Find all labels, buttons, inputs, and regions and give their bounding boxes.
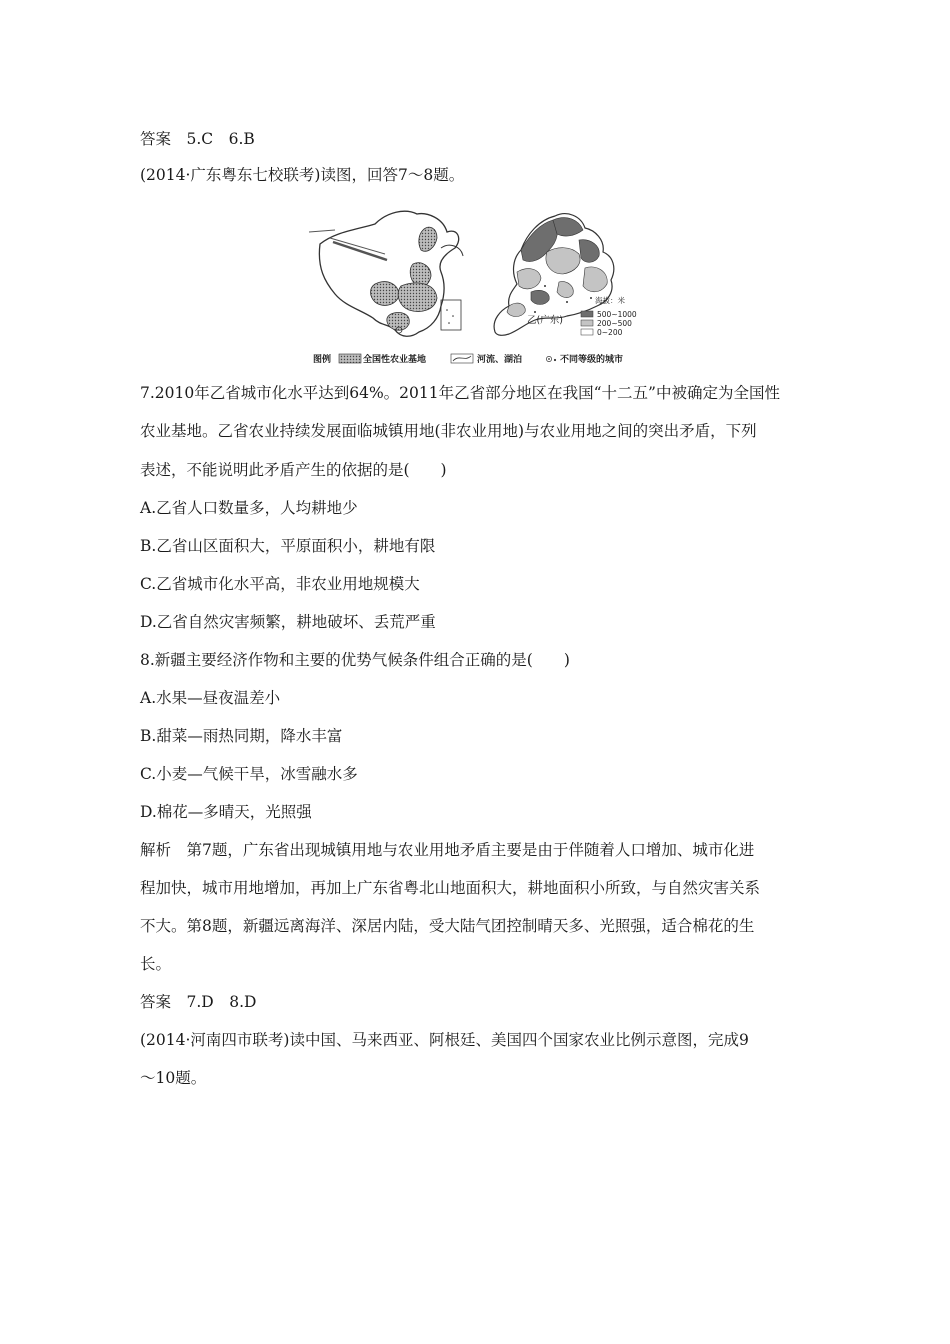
q7-option-c: C.乙省城市化水平高，非农业用地规模大 (140, 575, 420, 593)
q7-option-b: B.乙省山区面积大，平原面积小，耕地有限 (140, 537, 436, 555)
legend-agri-label: 全国性农业基地 (363, 355, 427, 365)
map-figure-svg (295, 202, 665, 370)
source-line-2-cont: ～10题。 (140, 1069, 207, 1087)
q8-option-d: D.棉花—多晴天，光照强 (140, 803, 312, 821)
map-figure (295, 202, 665, 370)
q7-stem-line-3: 表述，不能说明此矛盾产生的依据的是( ) (140, 461, 447, 479)
q7-stem-line-2: 农业基地。乙省农业持续发展面临城镇用地(非农业用地)与农业用地之间的突出矛盾，下列 (140, 422, 757, 440)
answer-line-2: 答案 7.D 8.D (140, 993, 257, 1011)
q8-option-b: B.甜菜—雨热同期，降水丰富 (140, 727, 343, 745)
analysis-line-2: 程加快，城市用地增加，再加上广东省粤北山地面积大，耕地面积小所致，与自然灾害关系 (140, 879, 761, 897)
answer-line-1: 答案 5.C 6.B (140, 130, 255, 148)
q7-option-a: A.乙省人口数量多，人均耕地少 (140, 499, 358, 517)
legend-river-label: 河流、湖泊 (477, 355, 523, 365)
elevation-range-mid: 200~500 (597, 319, 632, 328)
elevation-swatch-high (581, 311, 593, 317)
elevation-title: 海拔：米 (595, 296, 625, 305)
q8-option-c: C.小麦—气候干旱，冰雪融水多 (140, 765, 358, 783)
legend-agri-swatch (339, 354, 361, 363)
source-line-1: (2014·广东粤东七校联考)读图，回答7～8题。 (140, 166, 465, 184)
agri-base-south (387, 312, 409, 330)
province-label: 乙(广东) (527, 315, 563, 326)
analysis-line-4: 长。 (140, 955, 172, 973)
agri-base-sichuan (371, 282, 400, 306)
q8-stem: 8.新疆主要经济作物和主要的优势气候条件组合正确的是( ) (140, 651, 570, 669)
agri-base-yangtze (398, 283, 437, 312)
legend-city-label: 不同等级的城市 (560, 355, 624, 365)
analysis-line-1: 解析 第7题，广东省出现城镇用地与农业用地矛盾主要是由于伴随着人口增加、城市化进 (140, 841, 755, 859)
q8-option-a: A.水果—昼夜温差小 (140, 689, 281, 707)
elevation-range-high: 500~1000 (597, 310, 637, 319)
q7-stem-line-1: 7.2010年乙省城市化水平达到64%。2011年乙省部分地区在我国“十二五”中被确定为全国性 (140, 384, 780, 402)
elevation-range-low: 0~200 (597, 328, 623, 337)
agri-base-northeast (419, 227, 437, 251)
legend-prefix: 图例 (313, 355, 332, 365)
analysis-line-3: 不大。第8题，新疆远离海洋、深居内陆，受大陆气团控制晴天多、光照强，适合棉花的生 (140, 917, 755, 935)
source-line-2: (2014·河南四市联考)读中国、马来西亚、阿根廷、美国四个国家农业比例示意图，完成9 (140, 1031, 749, 1049)
elevation-swatch-mid (581, 320, 593, 326)
q7-option-d: D.乙省自然灾害频繁，耕地破坏、丢荒严重 (140, 613, 436, 631)
elevation-swatch-low (581, 329, 593, 335)
